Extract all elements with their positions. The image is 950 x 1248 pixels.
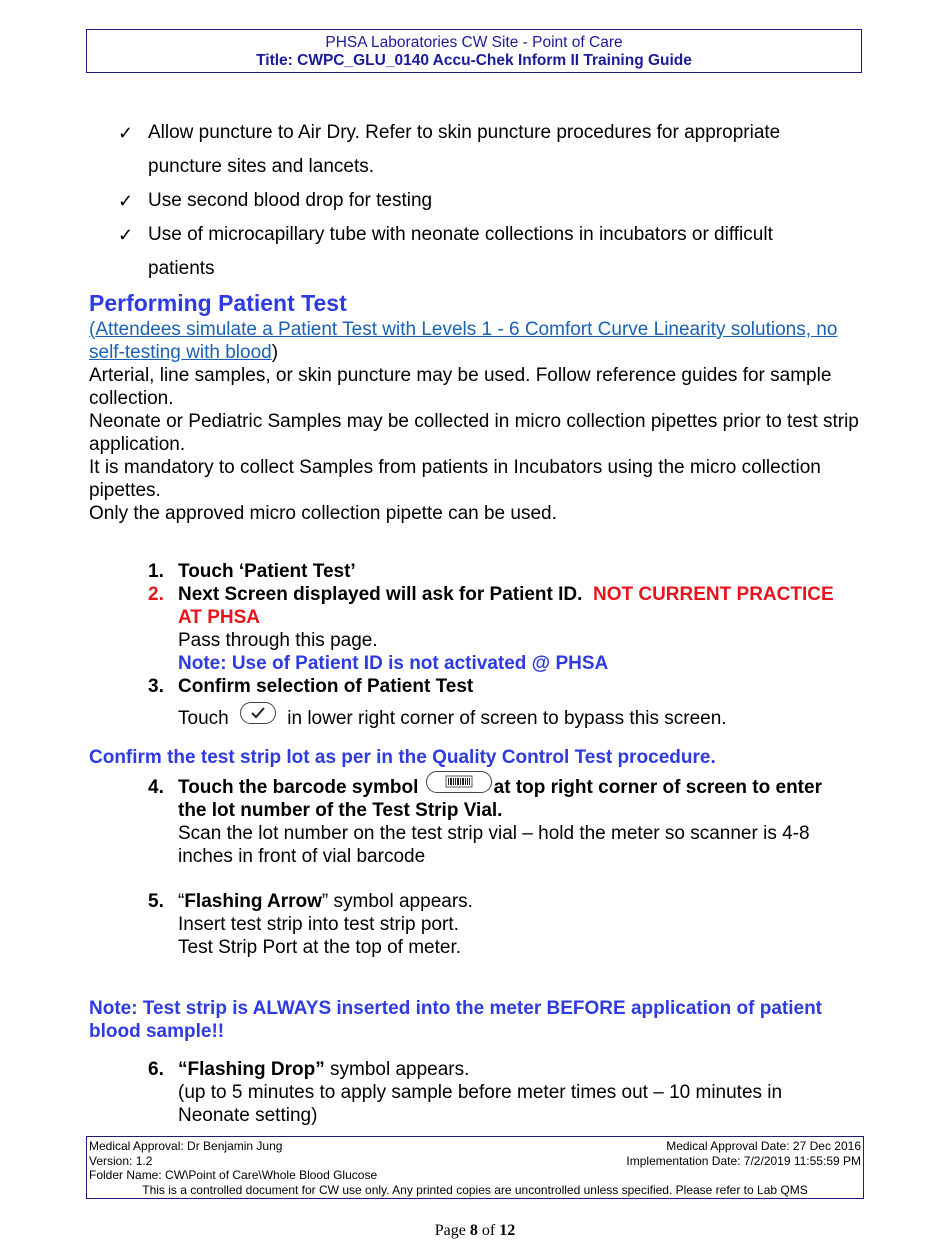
step-text-rest: ” symbol appears. xyxy=(321,891,473,912)
not-current-practice: NOT CURRENT PRACTICE AT PHSA xyxy=(178,584,834,628)
page-of: of xyxy=(481,1222,496,1239)
page-current: 8 xyxy=(469,1222,478,1239)
checklist-text: Use of microcapillary tube with neonate collections in incubators or difficult patients xyxy=(148,224,773,279)
step-text: Confirm selection of Patient Test xyxy=(178,676,474,697)
medical-approval: Medical Approval: Dr Benjamin Jung xyxy=(89,1139,283,1153)
paragraph: Arterial, line samples, or skin puncture may be used. Follow reference guides for sample collection. xyxy=(89,365,832,409)
check-mark-icon: ✓ xyxy=(118,123,134,143)
paragraph: Only the approved micro collection pipette can be used. xyxy=(89,503,557,524)
step-text-cont: at top right corner of screen to enter the lot number of the Test Strip Vial. xyxy=(178,777,822,821)
paren-open: ( xyxy=(89,319,96,340)
step-detail: Scan the lot number on the test strip vial – hold the meter so scanner is 4-8 inches in front of vial barcode xyxy=(178,823,810,867)
header-org: PHSA Laboratories CW Site - Point of Care xyxy=(325,34,623,51)
steps-list-c xyxy=(148,1058,848,1127)
paren-close: ) xyxy=(271,342,279,363)
step-detail: Pass through this page. xyxy=(178,630,378,651)
step-text: Touch ‘Patient Test’ xyxy=(178,561,356,582)
step-3-touch-line xyxy=(178,707,848,730)
check-button-icon xyxy=(240,702,276,724)
step-number: 3. xyxy=(148,676,164,697)
folder-name: Folder Name: CW\Point of Care\Whole Blood Glucose xyxy=(89,1168,378,1182)
step-number: 4. xyxy=(148,777,164,798)
confirm-lot-line: Confirm the test strip lot as per in the Quality Control Test procedure. xyxy=(89,747,716,768)
step-number: 1. xyxy=(148,561,164,582)
footer-row xyxy=(89,1154,861,1169)
step-text: “Flashing Drop” xyxy=(178,1059,325,1080)
section-body xyxy=(89,318,864,525)
insert-strip-note: Note: Test strip is ALWAYS inserted into the meter BEFORE application of patient blood sample!! xyxy=(89,998,823,1042)
paragraph: It is mandatory to collect Samples from patients in Incubators using the micro collection pipettes. xyxy=(89,457,821,501)
checklist-item xyxy=(118,116,838,184)
attendee-link[interactable]: Attendees simulate a Patient Test with Levels 1 - 6 Comfort Curve Linearity solutions, no self-testing with blood xyxy=(89,319,838,363)
step-number: 2. xyxy=(148,584,164,605)
step-5 xyxy=(148,890,848,959)
step-2 xyxy=(148,583,848,675)
step-3 xyxy=(148,675,848,730)
touch-detail: in lower right corner of screen to bypass this screen. xyxy=(287,708,727,729)
touch-label: Touch xyxy=(178,708,229,729)
version: Version: 1.2 xyxy=(89,1153,153,1168)
barcode-button-icon xyxy=(426,771,492,793)
attendee-note xyxy=(89,318,864,364)
step-text: Flashing Arrow xyxy=(184,891,322,912)
step-note: Note: Use of Patient ID is not activated @ PHSA xyxy=(178,653,609,674)
step-detail: Insert test strip into test strip port. xyxy=(178,914,459,935)
document-header xyxy=(86,29,862,73)
document-footer xyxy=(86,1136,864,1199)
step-text-rest: symbol appears. xyxy=(324,1059,470,1080)
step-detail: Test Strip Port at the top of meter. xyxy=(178,937,462,958)
check-mark-icon: ✓ xyxy=(118,225,134,245)
implementation-date: Implementation Date: 7/2/2019 11:55:59 PM xyxy=(626,1153,861,1168)
step-number: 6. xyxy=(148,1059,164,1080)
step-number: 5. xyxy=(148,891,164,912)
page-total: 12 xyxy=(499,1222,516,1239)
step-text: Touch the barcode symbol xyxy=(178,777,419,798)
step-6 xyxy=(148,1058,848,1127)
steps-list-b xyxy=(148,776,848,959)
step-detail: (up to 5 minutes to apply sample before meter times out – 10 minutes in Neonate setting) xyxy=(178,1082,783,1126)
checklist-text: Use second blood drop for testing xyxy=(148,190,433,211)
medical-approval-date: Medical Approval Date: 27 Dec 2016 xyxy=(666,1139,861,1153)
paragraph: Neonate or Pediatric Samples may be collected in micro collection pipettes prior to test strip application. xyxy=(89,411,859,455)
header-title: Title: CWPC_GLU_0140 Accu-Chek Inform II Training Guide xyxy=(256,52,692,69)
controlled-notice: This is a controlled document for CW use only. Any printed copies are uncontrolled unless specified. Please refer to Lab QMS xyxy=(142,1182,808,1197)
footer-row xyxy=(89,1139,861,1154)
check-mark-icon: ✓ xyxy=(118,191,134,211)
page-number xyxy=(0,1222,950,1240)
page-label: Page xyxy=(434,1222,466,1239)
step-text: Next Screen displayed will ask for Patient ID. xyxy=(178,584,593,605)
checklist-text: Allow puncture to Air Dry. Refer to skin puncture procedures for appropriate puncture sites and lancets. xyxy=(148,122,781,177)
step-4 xyxy=(148,776,848,868)
checklist xyxy=(118,116,838,286)
step-1 xyxy=(148,560,848,583)
section-title: Performing Patient Test xyxy=(89,290,347,316)
checklist-item xyxy=(118,184,838,218)
quote-open: “ xyxy=(178,891,185,912)
steps-list-a xyxy=(148,560,848,730)
checklist-item xyxy=(118,218,838,286)
